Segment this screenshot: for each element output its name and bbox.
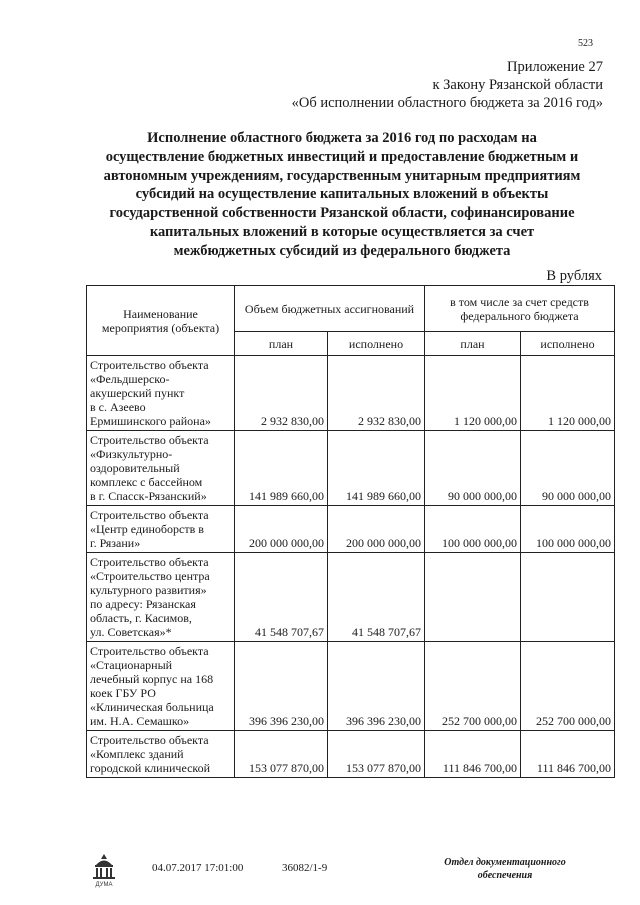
header-executed: исполнено bbox=[328, 332, 425, 356]
department-line: обеспечения bbox=[477, 870, 533, 881]
plan-cell: 153 077 870,00 bbox=[235, 731, 328, 778]
object-name-line: Строительство объекта bbox=[90, 555, 209, 569]
plan-cell: 141 989 660,00 bbox=[235, 431, 328, 506]
header-plan: план bbox=[235, 332, 328, 356]
title-line: Исполнение областного бюджета за 2016 год по расходам на bbox=[147, 130, 537, 146]
object-name-line: «Центр единоборств в bbox=[90, 522, 204, 536]
object-name-cell bbox=[87, 642, 235, 731]
object-name-line: оздоровительный bbox=[90, 461, 180, 475]
plan-cell: 200 000 000,00 bbox=[235, 506, 328, 553]
object-name-line: «Клиническая больница bbox=[90, 700, 214, 714]
executed-cell: 153 077 870,00 bbox=[328, 731, 425, 778]
executed-cell: 41 548 707,67 bbox=[328, 553, 425, 642]
duma-logo-text: ДУМА bbox=[95, 882, 113, 888]
object-name-line: Строительство объекта bbox=[90, 733, 209, 747]
object-name-line: Строительство объекта bbox=[90, 644, 209, 658]
fed-plan-cell: 1 120 000,00 bbox=[425, 356, 521, 431]
object-name-line: Ермишинского района» bbox=[90, 414, 211, 428]
document-title bbox=[92, 129, 592, 261]
executed-cell: 396 396 230,00 bbox=[328, 642, 425, 731]
fed-executed-cell: 100 000 000,00 bbox=[521, 506, 615, 553]
fed-plan-cell bbox=[425, 553, 521, 642]
object-name-line: лечебный корпус на 168 bbox=[90, 672, 214, 686]
table-row bbox=[87, 553, 615, 642]
table-row bbox=[87, 642, 615, 731]
table-body bbox=[87, 356, 615, 778]
budget-table bbox=[86, 285, 615, 778]
table-row bbox=[87, 356, 615, 431]
object-name-line: «Стационарный bbox=[90, 658, 173, 672]
appendix-line: «Об исполнении областного бюджета за 2016 год» bbox=[291, 95, 603, 111]
object-name-cell bbox=[87, 506, 235, 553]
header-fed-executed: исполнено bbox=[521, 332, 615, 356]
fed-executed-cell: 1 120 000,00 bbox=[521, 356, 615, 431]
title-line: государственной собственности Рязанской области, софинансирование bbox=[109, 205, 575, 222]
plan-cell: 2 932 830,00 bbox=[235, 356, 328, 431]
object-name-line: в г. Спасск-Рязанский» bbox=[90, 489, 207, 503]
object-name-line: Строительство объекта bbox=[90, 358, 209, 372]
object-name-line: «Строительство центра bbox=[90, 569, 210, 583]
fed-plan-cell: 252 700 000,00 bbox=[425, 642, 521, 731]
footer-timestamp: 04.07.2017 17:01:00 bbox=[152, 862, 244, 874]
title-line: автономным учреждениям, государственным унитарным предприятиям bbox=[103, 167, 581, 184]
object-name-line: по адресу: Рязанская bbox=[90, 597, 196, 611]
appendix-header bbox=[292, 58, 603, 112]
object-name-line: городской клинической bbox=[90, 761, 211, 775]
object-name-cell bbox=[87, 553, 235, 642]
fed-executed-cell: 252 700 000,00 bbox=[521, 642, 615, 731]
currency-note: В рублях bbox=[546, 268, 602, 284]
footer-doc-id: 36082/1-9 bbox=[282, 862, 328, 874]
fed-executed-cell: 111 846 700,00 bbox=[521, 731, 615, 778]
appendix-line: Приложение 27 bbox=[507, 59, 603, 75]
header-name: Наименование мероприятия (объекта) bbox=[87, 286, 235, 356]
title-line: осуществление бюджетных инвестиций и предоставление бюджетным и bbox=[105, 148, 579, 165]
title-line: капитальных вложений в которые осуществляется за счет bbox=[149, 223, 535, 240]
table-row bbox=[87, 731, 615, 778]
table-row bbox=[87, 506, 615, 553]
plan-cell: 396 396 230,00 bbox=[235, 642, 328, 731]
object-name-line: г. Рязани» bbox=[90, 536, 141, 550]
object-name-line: «Комплекс зданий bbox=[90, 747, 184, 761]
table-row bbox=[87, 431, 615, 506]
department-line: Отдел документационного bbox=[444, 857, 566, 868]
object-name-line: «Фельдшерско- bbox=[90, 372, 170, 386]
object-name-line: коек ГБУ РО bbox=[90, 686, 156, 700]
object-name-cell bbox=[87, 731, 235, 778]
object-name-line: область, г. Касимов, bbox=[90, 611, 192, 625]
title-line: межбюджетных субсидий из федерального бюджета bbox=[173, 242, 511, 259]
page-number: 523 bbox=[578, 38, 593, 49]
appendix-line: к Закону Рязанской области bbox=[432, 77, 603, 93]
title-line: субсидий на осуществление капитальных вложений в объекты bbox=[135, 186, 549, 203]
executed-cell: 200 000 000,00 bbox=[328, 506, 425, 553]
fed-plan-cell: 100 000 000,00 bbox=[425, 506, 521, 553]
object-name-cell bbox=[87, 356, 235, 431]
object-name-line: Строительство объекта bbox=[90, 508, 209, 522]
fed-plan-cell: 90 000 000,00 bbox=[425, 431, 521, 506]
object-name-cell bbox=[87, 431, 235, 506]
fed-executed-cell: 90 000 000,00 bbox=[521, 431, 615, 506]
object-name-line: в с. Азеево bbox=[90, 400, 146, 414]
duma-emblem-icon bbox=[90, 852, 118, 888]
object-name-line: культурного развития» bbox=[90, 583, 207, 597]
object-name-line: комплекс с бассейном bbox=[90, 475, 203, 489]
object-name-line: «Физкультурно- bbox=[90, 447, 173, 461]
object-name-line: Строительство объекта bbox=[90, 433, 209, 447]
footer-department bbox=[430, 856, 580, 882]
header-fed-plan: план bbox=[425, 332, 521, 356]
plan-cell: 41 548 707,67 bbox=[235, 553, 328, 642]
executed-cell: 2 932 830,00 bbox=[328, 356, 425, 431]
object-name-line: ул. Советская»* bbox=[90, 625, 172, 639]
header-budget: Объем бюджетных ассигнований bbox=[235, 286, 425, 332]
object-name-line: им. Н.А. Семашко» bbox=[90, 714, 190, 728]
fed-plan-cell: 111 846 700,00 bbox=[425, 731, 521, 778]
header-federal: в том числе за счет средств федерального бюджета bbox=[425, 286, 615, 332]
executed-cell: 141 989 660,00 bbox=[328, 431, 425, 506]
object-name-line: акушерский пункт bbox=[90, 386, 185, 400]
fed-executed-cell bbox=[521, 553, 615, 642]
